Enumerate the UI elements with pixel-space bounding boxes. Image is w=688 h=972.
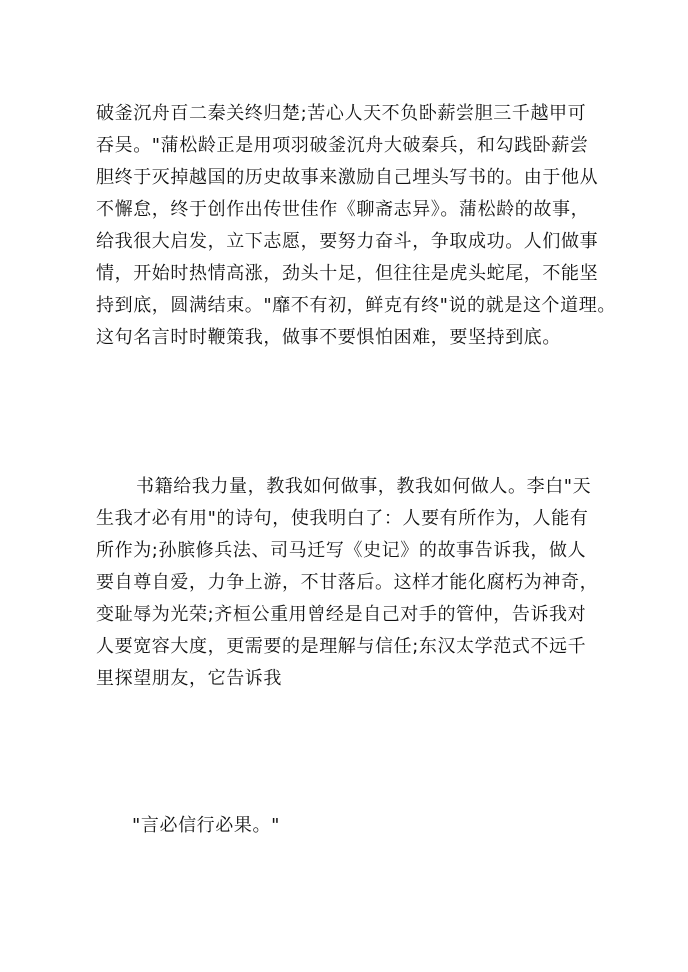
text-line: 变耻辱为光荣;齐桓公重用曾经是自己对手的管仲，告诉我对 bbox=[96, 604, 587, 625]
paragraph-2 bbox=[96, 471, 616, 695]
text-line: 这句名言时时鞭策我，做事不要惧怕困难，要坚持到底。 bbox=[96, 327, 561, 348]
paragraph-1 bbox=[96, 98, 616, 354]
text-line: 给我很大启发，立下志愿，要努力奋斗，争取成功。人们做事 bbox=[96, 231, 599, 252]
text-line: 书籍给我力量，教我如何做事，教我如何做人。李白"天 bbox=[136, 476, 592, 497]
text-line: 破釜沉舟百二秦关终归楚;苦心人天不负卧薪尝胆三千越甲可 bbox=[96, 103, 587, 124]
text-line: 里探望朋友，它告诉我 bbox=[96, 668, 282, 689]
text-line: 不懈怠，终于创作出传世佳作《聊斋志异》。蒲松龄的故事， bbox=[96, 199, 590, 220]
text-line: 胆终于灭掉越国的历史故事来激励自己埋头写书的。由于他从 bbox=[96, 167, 599, 188]
paragraph-3 bbox=[96, 810, 616, 842]
text-line: 持到底，圆满结束。"靡不有初，鲜克有终"说的就是这个道理。 bbox=[96, 295, 616, 316]
text-line: 人要宽容大度，更需要的是理解与信任;东汉太学范式不远千 bbox=[96, 636, 587, 657]
text-line: 要自尊自爱，力争上游，不甘落后。这样才能化腐朽为神奇， bbox=[96, 572, 599, 593]
text-line: 所作为;孙膑修兵法、司马迁写《史记》的故事告诉我，做人 bbox=[96, 540, 587, 561]
text-line: 吞吴。"蒲松龄正是用项羽破釜沉舟大破秦兵，和勾践卧薪尝 bbox=[96, 135, 589, 156]
text-line: 情，开始时热情高涨，劲头十足，但往往是虎头蛇尾，不能坚 bbox=[96, 263, 599, 284]
quote-line: "言必信行必果。" bbox=[132, 815, 280, 836]
text-line: 生我才必有用"的诗句，使我明白了：人要有所作为，人能有 bbox=[96, 508, 589, 529]
